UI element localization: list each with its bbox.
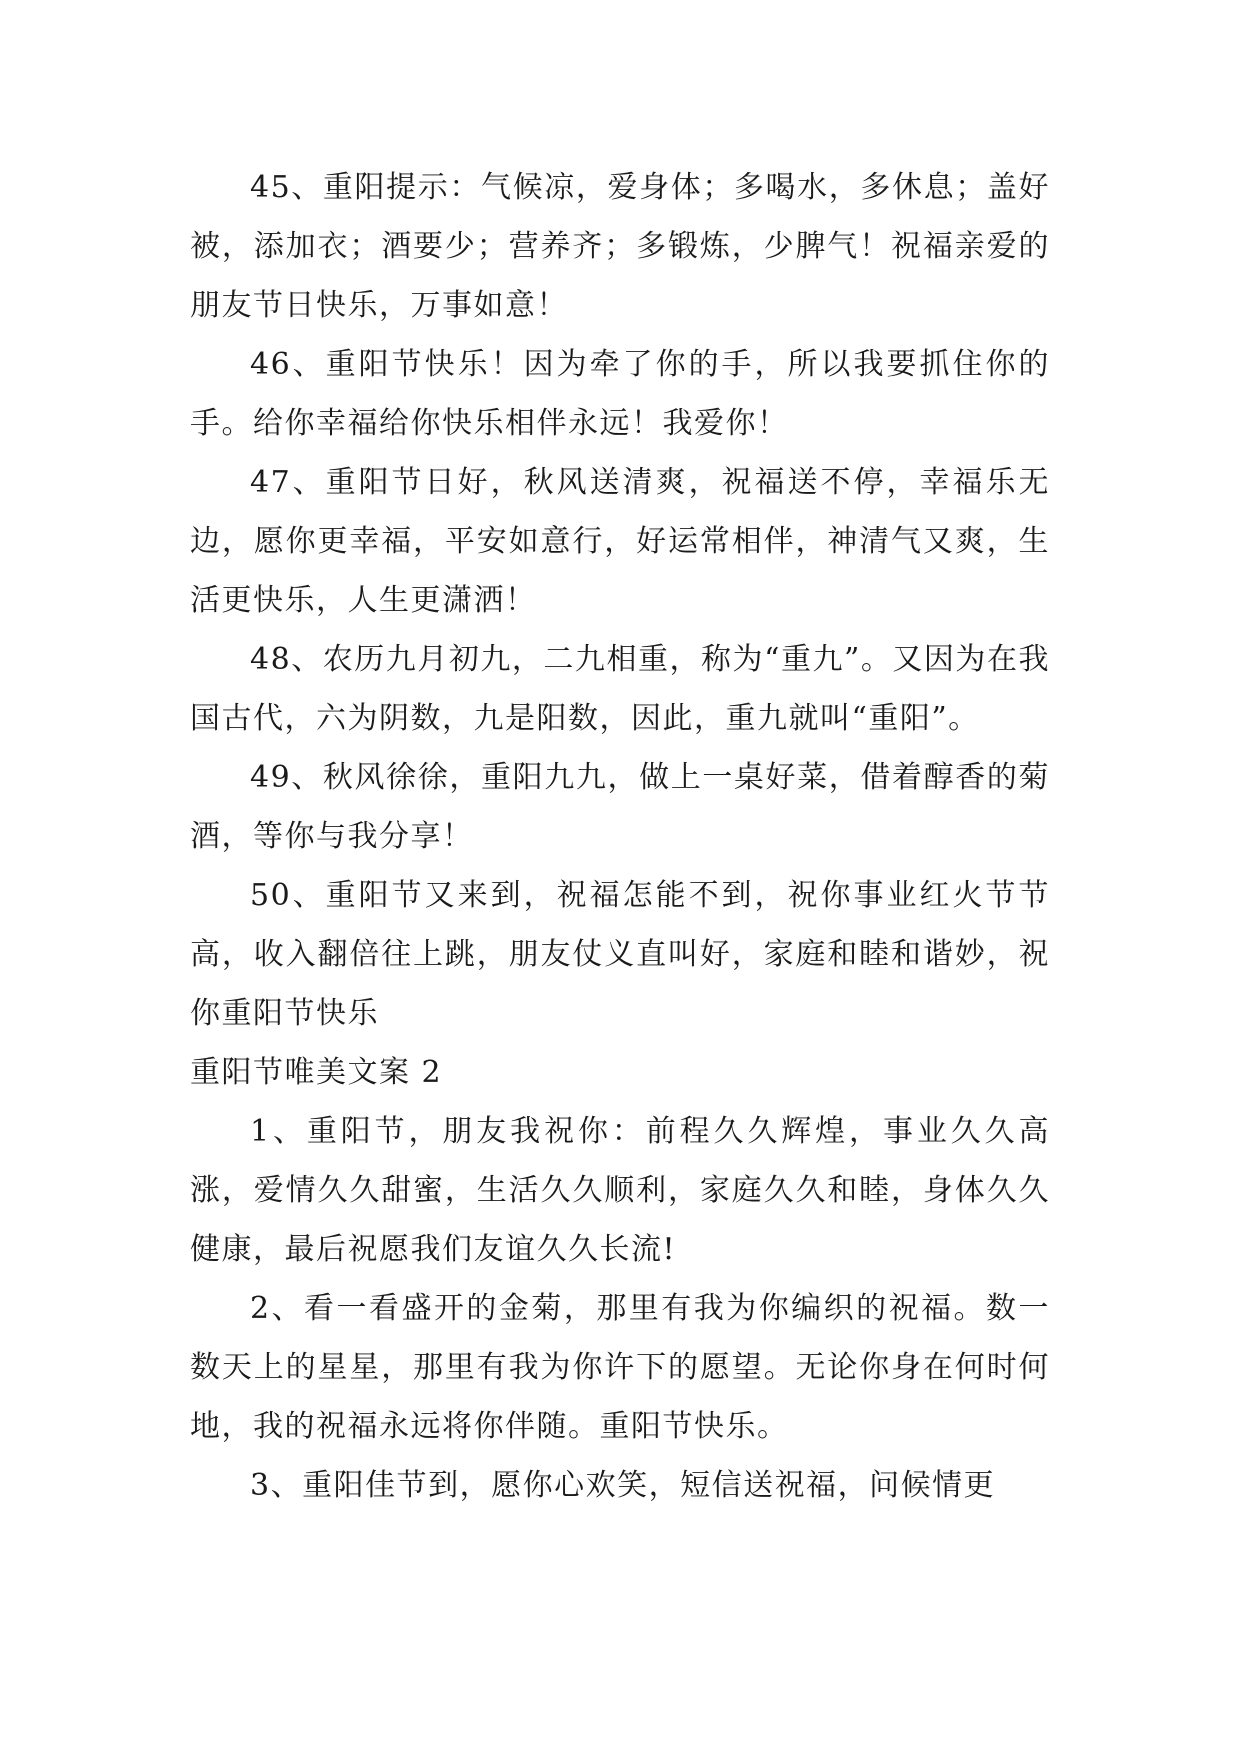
- paragraph-47: 47、重阳节日好，秋风送清爽，祝福送不停，幸福乐无边，愿你更幸福，平安如意行，好运常相伴，神清气又爽，生活更快乐，人生更潇洒！: [190, 465, 1050, 618]
- section-paragraph-1: 1、重阳节，朋友我祝你：前程久久辉煌，事业久久高涨，爱情久久甜蜜，生活久久顺利，家庭久久和睦，身体久久健康，最后祝愿我们友谊久久长流!: [190, 1114, 1050, 1267]
- section-paragraph-2: 2、看一看盛开的金菊，那里有我为你编织的祝福。数一数天上的星星，那里有我为你许下的愿望。无论你身在何时何地，我的祝福永远将你伴随。重阳节快乐。: [190, 1291, 1050, 1444]
- section-paragraph-3: 3、重阳佳节到，愿你心欢笑，短信送祝福，问候情更: [250, 1468, 996, 1503]
- paragraph-50: 50、重阳节又来到，祝福怎能不到，祝你事业红火节节高，收入翻倍往上跳，朋友仗义直叫好，家庭和睦和谐妙，祝你重阳节快乐: [190, 878, 1050, 1031]
- paragraph-46: 46、重阳节快乐！因为牵了你的手，所以我要抓住你的手。给你幸福给你快乐相伴永远！我爱你！: [190, 347, 1050, 441]
- document-body: [190, 158, 1050, 1515]
- paragraph-49: 49、秋风徐徐，重阳九九，做上一桌好菜，借着醇香的菊酒，等你与我分享！: [190, 760, 1050, 854]
- section-heading: 重阳节唯美文案 2: [190, 1055, 443, 1090]
- paragraph-45: 45、重阳提示：气候凉，爱身体；多喝水，多休息；盖好被，添加衣；酒要少；营养齐；多锻炼，少脾气！祝福亲爱的朋友节日快乐，万事如意！: [190, 170, 1050, 323]
- paragraph-48: 48、农历九月初九，二九相重，称为“重九”。又因为在我国古代，六为阴数，九是阳数，因此，重九就叫“重阳”。: [190, 642, 1050, 736]
